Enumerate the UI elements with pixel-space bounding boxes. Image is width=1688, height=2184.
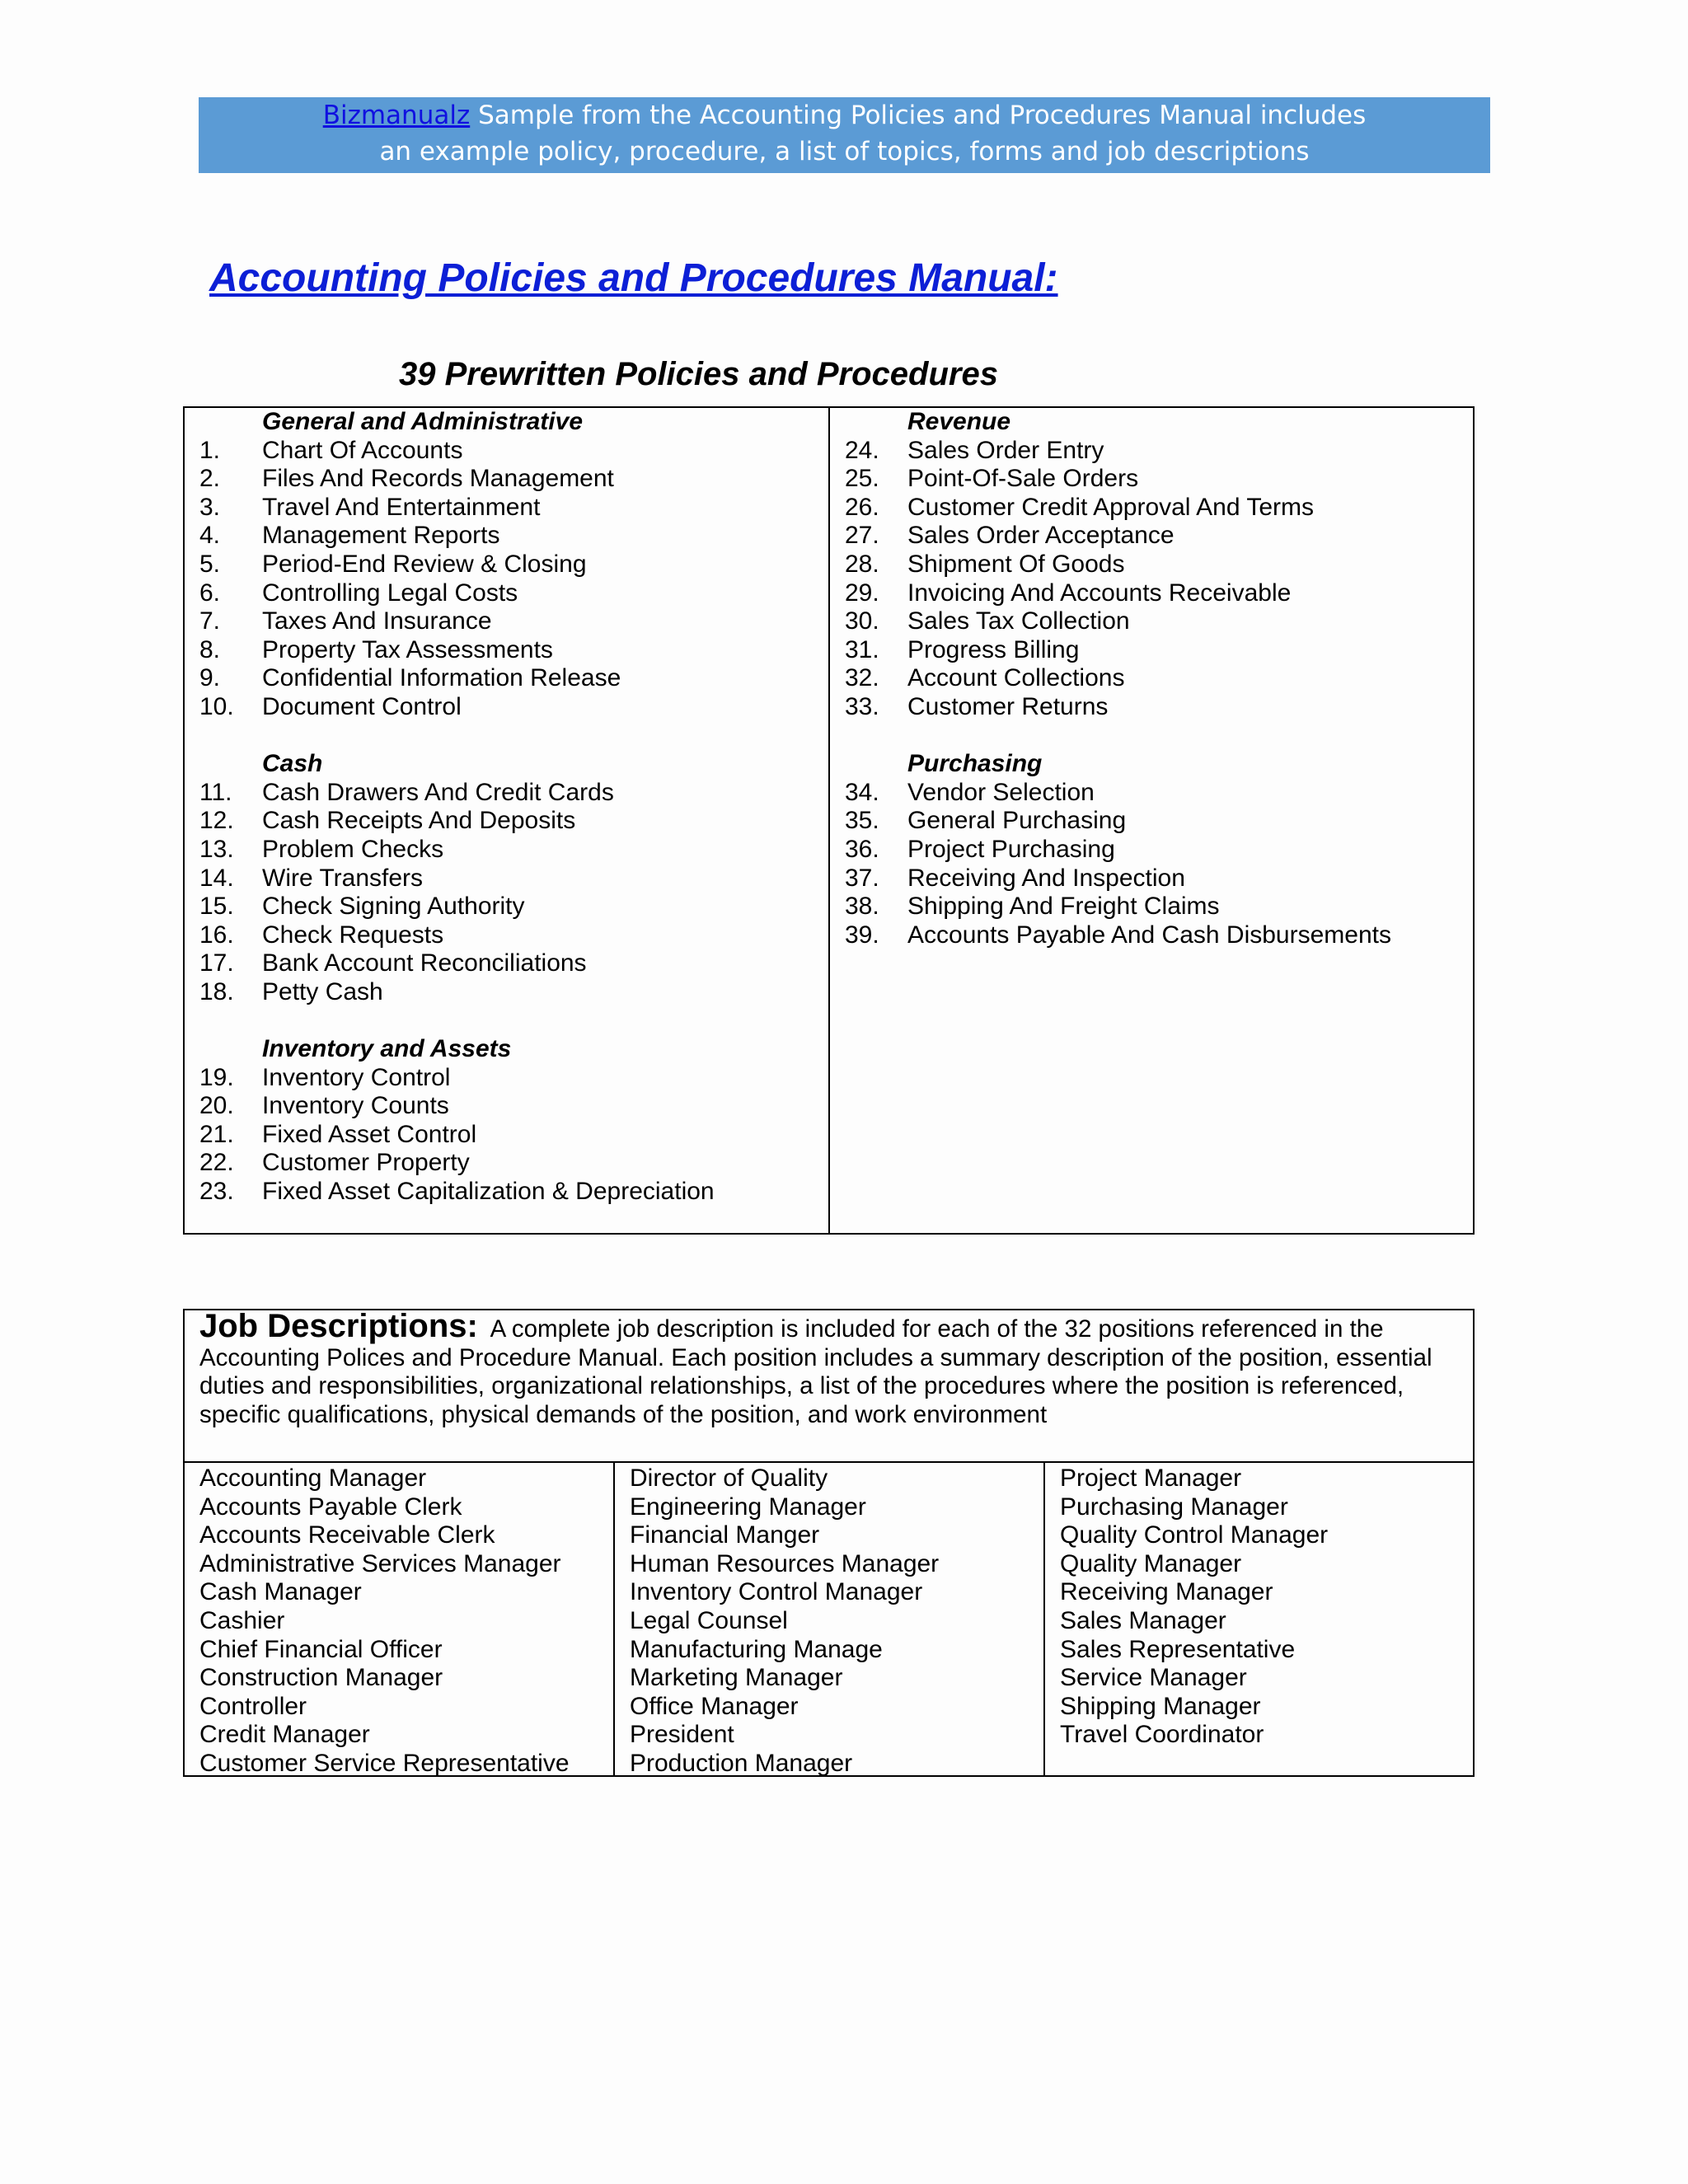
- policy-number: 35.: [845, 807, 879, 835]
- job-position: Travel Coordinator: [1060, 1721, 1264, 1749]
- policy-section-heading: Cash: [262, 750, 323, 778]
- policy-item: [199, 893, 828, 921]
- policy-item: [199, 865, 828, 893]
- job-position: Quality Manager: [1060, 1549, 1242, 1577]
- job-position: Sales Representative: [1060, 1635, 1296, 1663]
- policy-label: Fixed Asset Capitalization & Depreciation: [262, 1178, 715, 1206]
- policy-item: [845, 664, 1473, 693]
- policies-table: [183, 406, 1475, 1235]
- policy-label: Customer Returns: [907, 692, 1109, 720]
- policy-item: [199, 465, 828, 494]
- policy-label: Chart Of Accounts: [262, 436, 463, 464]
- policy-number: 15.: [199, 893, 234, 921]
- job-positions-column-3: [1045, 1463, 1473, 1777]
- policy-label: Confidential Information Release: [262, 664, 621, 692]
- policy-item: [199, 607, 828, 636]
- job-descriptions-intro: [185, 1310, 1473, 1463]
- policy-item: [845, 636, 1473, 665]
- policy-number: 33.: [845, 692, 879, 720]
- policy-item: [199, 836, 828, 865]
- policy-label: Inventory Counts: [262, 1092, 449, 1120]
- policies-left-column: [185, 408, 830, 1233]
- policy-label: Files And Records Management: [262, 465, 614, 493]
- policy-number: 25.: [845, 465, 879, 493]
- policy-item: [845, 693, 1473, 722]
- job-position: Production Manager: [630, 1749, 853, 1777]
- job-positions-column-2: [615, 1463, 1045, 1777]
- policy-item: [845, 465, 1473, 494]
- sample-banner: [199, 97, 1490, 173]
- policy-item: [845, 865, 1473, 893]
- policy-label: Document Control: [262, 692, 462, 720]
- policy-number: 13.: [199, 835, 234, 863]
- policy-number: 39.: [845, 921, 879, 949]
- job-position: Project Manager: [1060, 1465, 1242, 1492]
- policy-label: Period-End Review & Closing: [262, 550, 587, 578]
- policy-number: 28.: [845, 550, 879, 578]
- job-position: Controller: [199, 1692, 307, 1720]
- policy-label: Bank Account Reconciliations: [262, 949, 587, 977]
- policy-item: [199, 921, 828, 950]
- job-position: Marketing Manager: [630, 1664, 843, 1692]
- job-position: Manufacturing Manage: [630, 1635, 883, 1663]
- job-position: Chief Financial Officer: [199, 1635, 443, 1663]
- banner-line-1-text: Sample from the Accounting Policies and Procedures Manual includes: [470, 101, 1367, 130]
- job-positions: [185, 1463, 1473, 1777]
- job-descriptions-table: [183, 1309, 1475, 1777]
- policy-item: [199, 807, 828, 836]
- policy-number: 8.: [199, 635, 221, 663]
- policy-label: Petty Cash: [262, 977, 383, 1005]
- policy-label: Wire Transfers: [262, 864, 424, 892]
- job-position: Inventory Control Manager: [630, 1578, 923, 1606]
- policy-number: 23.: [199, 1178, 234, 1206]
- job-position: Director of Quality: [630, 1465, 828, 1492]
- bizmanualz-link[interactable]: Bizmanualz: [322, 101, 471, 130]
- banner-line-1: [199, 97, 1490, 134]
- job-position: Accounting Manager: [199, 1465, 427, 1492]
- policy-label: Progress Billing: [907, 635, 1080, 663]
- policy-label: Property Tax Assessments: [262, 635, 553, 663]
- policy-number: 24.: [845, 436, 879, 464]
- policy-item: [845, 579, 1473, 608]
- policy-item: [845, 893, 1473, 921]
- job-position: Receiving Manager: [1060, 1578, 1273, 1606]
- policy-number: 27.: [845, 522, 879, 550]
- job-position: Legal Counsel: [630, 1606, 788, 1634]
- policies-subtitle: 39 Prewritten Policies and Procedures: [399, 356, 998, 392]
- policy-label: Sales Order Acceptance: [907, 522, 1175, 550]
- policy-section-heading: Inventory and Assets: [262, 1035, 512, 1063]
- policy-number: 22.: [199, 1149, 234, 1177]
- policy-label: Cash Receipts And Deposits: [262, 807, 576, 835]
- policy-number: 2.: [199, 465, 221, 493]
- policy-number: 36.: [845, 835, 879, 863]
- policy-item: [199, 978, 828, 1007]
- policy-item: [199, 1064, 828, 1093]
- policy-section-heading: Purchasing: [907, 750, 1043, 778]
- policy-number: 16.: [199, 921, 234, 949]
- policy-label: Point-Of-Sale Orders: [907, 465, 1139, 493]
- policy-label: Check Requests: [262, 921, 444, 949]
- policy-number: 1.: [199, 436, 221, 464]
- policy-item: [199, 779, 828, 808]
- policy-label: Sales Order Entry: [907, 436, 1104, 464]
- policy-item: [199, 437, 828, 466]
- job-position: Cash Manager: [199, 1578, 362, 1606]
- policy-label: Shipment Of Goods: [907, 550, 1125, 578]
- job-position: Purchasing Manager: [1060, 1493, 1288, 1521]
- policy-item: [845, 437, 1473, 466]
- policy-item: [199, 522, 828, 551]
- policy-section-heading: General and Administrative: [262, 408, 584, 435]
- job-position: Service Manager: [1060, 1664, 1247, 1692]
- policy-item: [199, 949, 828, 978]
- policy-number: 9.: [199, 664, 221, 692]
- policy-number: 7.: [199, 607, 221, 635]
- policy-label: Accounts Payable And Cash Disbursements: [907, 921, 1391, 949]
- policy-label: Project Purchasing: [907, 835, 1115, 863]
- section-spacer: [845, 722, 1473, 751]
- policy-label: Receiving And Inspection: [907, 864, 1185, 892]
- policy-item: [845, 522, 1473, 551]
- policy-label: Vendor Selection: [907, 778, 1095, 806]
- job-position: Shipping Manager: [1060, 1692, 1261, 1720]
- policy-item: [199, 579, 828, 608]
- policy-label: Inventory Control: [262, 1063, 451, 1091]
- policy-label: Check Signing Authority: [262, 893, 525, 921]
- policy-label: Controlling Legal Costs: [262, 579, 518, 607]
- policy-number: 5.: [199, 550, 221, 578]
- policy-number: 26.: [845, 493, 879, 521]
- policy-item: [199, 664, 828, 693]
- job-position: Sales Manager: [1060, 1606, 1226, 1634]
- policy-number: 32.: [845, 664, 879, 692]
- job-position: Office Manager: [630, 1692, 799, 1720]
- policy-label: Invoicing And Accounts Receivable: [907, 579, 1292, 607]
- job-position: Quality Control Manager: [1060, 1521, 1329, 1549]
- policy-number: 21.: [199, 1120, 234, 1148]
- policy-number: 3.: [199, 493, 221, 521]
- policy-item: [199, 1092, 828, 1121]
- job-position: Accounts Receivable Clerk: [199, 1521, 495, 1549]
- policy-item: [199, 551, 828, 579]
- page-title: Accounting Policies and Procedures Manual:: [209, 256, 1058, 300]
- banner-line-2: an example policy, procedure, a list of topics, forms and job descriptions: [379, 137, 1310, 166]
- section-spacer: [199, 1006, 828, 1035]
- policy-item: [199, 693, 828, 722]
- policy-label: Taxes And Insurance: [262, 607, 492, 635]
- policy-label: Sales Tax Collection: [907, 607, 1130, 635]
- policy-number: 37.: [845, 864, 879, 892]
- policy-number: 20.: [199, 1092, 234, 1120]
- policy-label: Problem Checks: [262, 835, 444, 863]
- policy-label: Shipping And Freight Claims: [907, 893, 1220, 921]
- job-descriptions-text: A complete job description is included for each of the 32 positions referenced in the Accounting Polices and Procedure Manual. Each position includes a summary description of the position, essential duties and responsibilities, organizational relationships, a list of the procedures where the position is referenced, specific qualifications, physical demands of the position, and work environment: [199, 1315, 1432, 1428]
- policy-number: 34.: [845, 778, 879, 806]
- policy-item: [199, 1121, 828, 1150]
- policy-item: [845, 836, 1473, 865]
- policy-label: Travel And Entertainment: [262, 493, 541, 521]
- policy-number: 6.: [199, 579, 221, 607]
- policy-number: 14.: [199, 864, 234, 892]
- policy-label: General Purchasing: [907, 807, 1127, 835]
- policy-item: [199, 494, 828, 523]
- policy-number: 17.: [199, 949, 234, 977]
- policy-label: Fixed Asset Control: [262, 1120, 477, 1148]
- job-position: Human Resources Manager: [630, 1549, 940, 1577]
- policy-number: 19.: [199, 1063, 234, 1091]
- job-position: Accounts Payable Clerk: [199, 1493, 462, 1521]
- policy-label: Customer Credit Approval And Terms: [907, 493, 1314, 521]
- job-position: Financial Manger: [630, 1521, 820, 1549]
- policy-item: [845, 607, 1473, 636]
- job-position: Cashier: [199, 1606, 285, 1634]
- job-position: Administrative Services Manager: [199, 1549, 561, 1577]
- policy-section-heading: Revenue: [907, 408, 1011, 435]
- policy-item: [199, 1178, 828, 1207]
- policy-item: [199, 636, 828, 665]
- policy-item: [845, 807, 1473, 836]
- policy-number: 30.: [845, 607, 879, 635]
- policy-label: Cash Drawers And Credit Cards: [262, 778, 614, 806]
- job-position: Credit Manager: [199, 1721, 370, 1749]
- job-position: President: [630, 1721, 734, 1749]
- job-position: Customer Service Representative: [199, 1749, 570, 1777]
- section-spacer: [199, 722, 828, 751]
- policy-label: Account Collections: [907, 664, 1125, 692]
- policy-number: 12.: [199, 807, 234, 835]
- policy-item: [845, 551, 1473, 579]
- policy-item: [845, 779, 1473, 808]
- policy-number: 4.: [199, 522, 221, 550]
- policy-number: 11.: [199, 778, 232, 806]
- job-positions-column-1: [185, 1463, 615, 1777]
- policy-number: 31.: [845, 635, 879, 663]
- job-position: Engineering Manager: [630, 1493, 866, 1521]
- policy-number: 10.: [199, 692, 234, 720]
- policy-item: [845, 494, 1473, 523]
- policy-label: Customer Property: [262, 1149, 470, 1177]
- policy-number: 38.: [845, 893, 879, 921]
- job-position: Construction Manager: [199, 1664, 443, 1692]
- job-descriptions-heading: Job Descriptions:: [199, 1308, 478, 1344]
- policy-label: Management Reports: [262, 522, 500, 550]
- policies-right-column: [830, 408, 1473, 1233]
- policy-item: [199, 1149, 828, 1178]
- policy-number: 29.: [845, 579, 879, 607]
- policy-item: [845, 921, 1473, 950]
- policy-number: 18.: [199, 977, 234, 1005]
